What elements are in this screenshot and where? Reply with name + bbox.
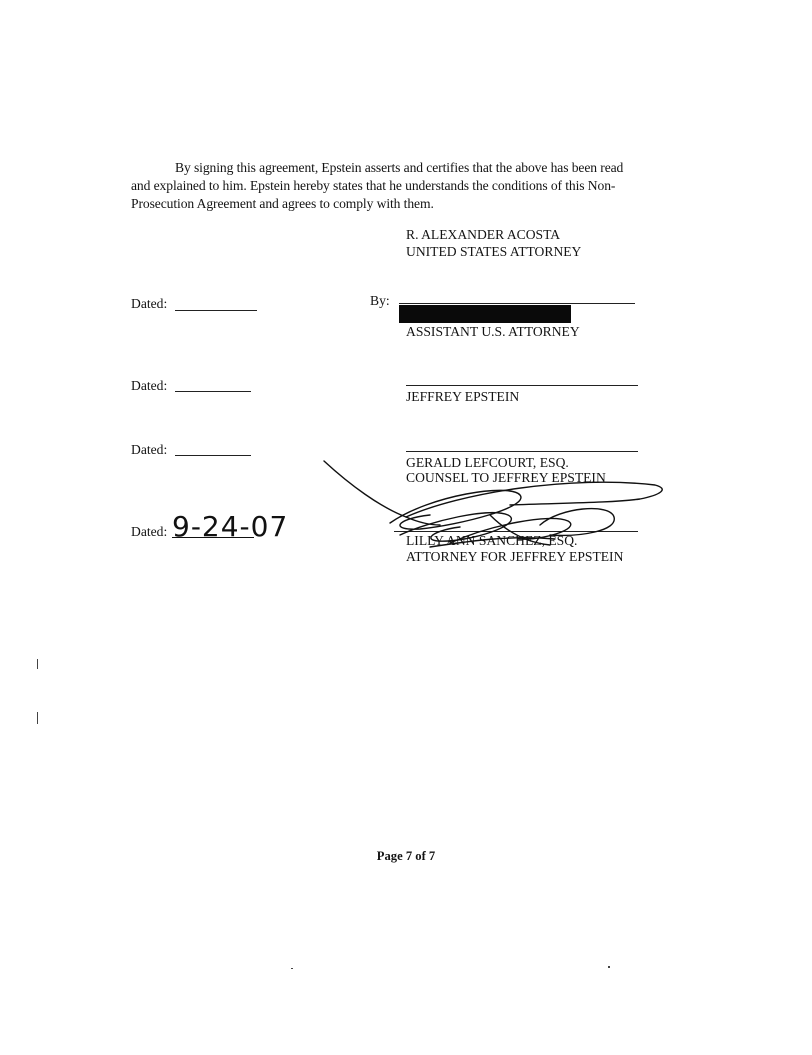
dated-label: Dated: (131, 296, 168, 311)
scan-speck (291, 968, 293, 969)
scan-speck (37, 659, 38, 669)
redaction-block (399, 305, 571, 323)
dated-label: Dated: (131, 524, 168, 539)
signature-line (406, 451, 638, 452)
certification-paragraph (131, 159, 651, 213)
scan-speck (608, 966, 610, 968)
assistant-attorney-title: ASSISTANT U.S. ATTORNEY (406, 324, 580, 339)
signature-line (406, 385, 638, 386)
handwritten-date: 9-24-07 (172, 510, 289, 543)
scan-speck (37, 712, 38, 724)
signer-name: JEFFREY EPSTEIN (406, 389, 520, 404)
handwritten-date-underline (172, 537, 254, 538)
page-number: Page 7 of 7 (376, 849, 436, 863)
paragraph-line: Prosecution Agreement and agrees to comply with them. (131, 196, 434, 211)
by-label: By: (370, 293, 390, 308)
signer-role: ATTORNEY FOR JEFFREY EPSTEIN (406, 549, 624, 564)
date-blank-line (175, 391, 251, 392)
signer-role: COUNSEL TO JEFFREY EPSTEIN (406, 470, 606, 485)
paragraph-line: and explained to him. Epstein hereby states that he understands the conditions of this Non- (131, 178, 616, 193)
date-blank-line (175, 455, 251, 456)
date-blank-line (175, 310, 257, 311)
signature-line (399, 303, 635, 304)
signer-name: LILLY ANN SANCHEZ, ESQ. (406, 533, 578, 548)
dated-label: Dated: (131, 378, 168, 393)
dated-label: Dated: (131, 442, 168, 457)
us-attorney-title: UNITED STATES ATTORNEY (406, 244, 582, 259)
signer-name: GERALD LEFCOURT, ESQ. (406, 455, 569, 470)
handwritten-signature (310, 455, 670, 565)
us-attorney-name: R. ALEXANDER ACOSTA (406, 227, 561, 242)
paragraph-line: By signing this agreement, Epstein asserts and certifies that the above has been read (175, 160, 624, 175)
